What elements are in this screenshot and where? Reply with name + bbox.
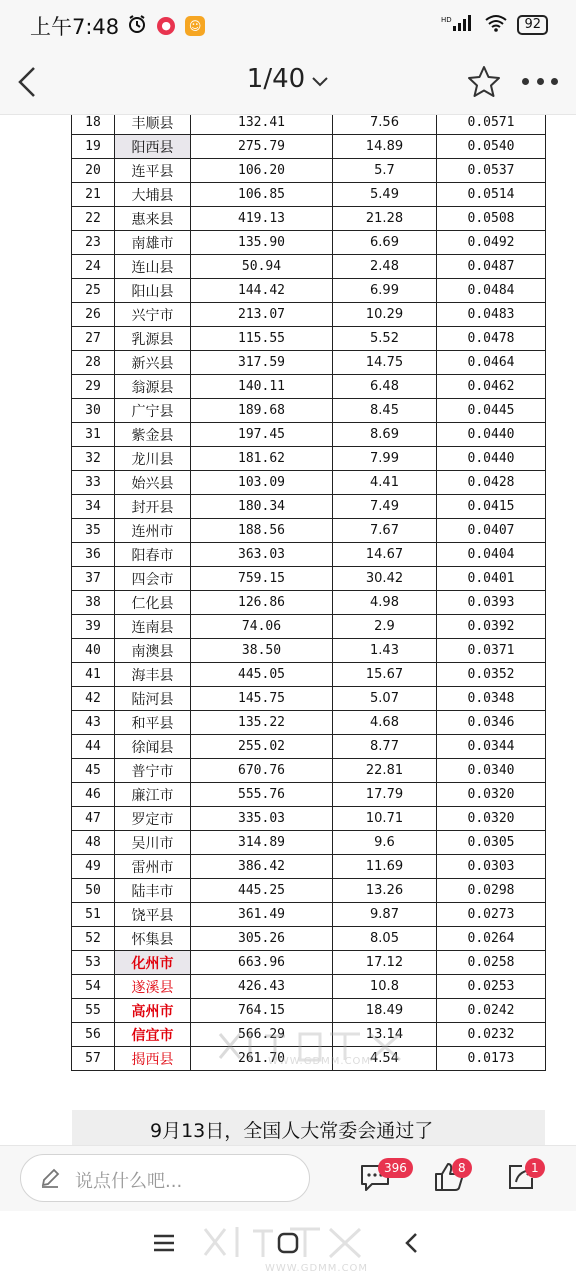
rank-cell: 43: [72, 711, 115, 735]
table-row: [72, 807, 546, 831]
value2-cell: 7.67: [333, 519, 437, 543]
value3-cell: 0.0478: [437, 327, 546, 351]
status-time: 上午7:48: [30, 15, 120, 39]
table-row: [72, 135, 546, 159]
watermark-logo: [210, 1026, 420, 1070]
rank-cell: 37: [72, 567, 115, 591]
value1-cell: 419.13: [191, 207, 333, 231]
name-cell: 怀集县: [115, 927, 191, 951]
name-cell: 惠来县: [115, 207, 191, 231]
table-row: [72, 711, 546, 735]
value1-cell: 106.85: [191, 183, 333, 207]
value3-cell: 0.0232: [437, 1023, 546, 1047]
value1-cell: 363.03: [191, 543, 333, 567]
more-dot: [551, 78, 558, 85]
table-row: [72, 735, 546, 759]
star-icon: [466, 64, 502, 100]
table-row: [72, 159, 546, 183]
rank-cell: 25: [72, 279, 115, 303]
value2-cell: 6.69: [333, 231, 437, 255]
value2-cell: 5.49: [333, 183, 437, 207]
table-row: [72, 279, 546, 303]
rank-cell: 29: [72, 375, 115, 399]
value3-cell: 0.0445: [437, 399, 546, 423]
value1-cell: 255.02: [191, 735, 333, 759]
name-cell: 封开县: [115, 495, 191, 519]
page-number: 1/40: [246, 64, 306, 94]
table-row: [72, 471, 546, 495]
value1-cell: 261.70: [191, 1047, 333, 1071]
rank-cell: 36: [72, 543, 115, 567]
app-notification-icon: ●: [157, 17, 175, 35]
rank-cell: 31: [72, 423, 115, 447]
value3-cell: 0.0483: [437, 303, 546, 327]
value2-cell: 4.41: [333, 471, 437, 495]
table-row: [72, 543, 546, 567]
value2-cell: 9.6: [333, 831, 437, 855]
rank-cell: 49: [72, 855, 115, 879]
rank-cell: 50: [72, 879, 115, 903]
value2-cell: 5.07: [333, 687, 437, 711]
name-cell: 吴川市: [115, 831, 191, 855]
rank-cell: 53: [72, 951, 115, 975]
table-row: [72, 759, 546, 783]
table-row: [72, 567, 546, 591]
table-row: [72, 663, 546, 687]
value1-cell: 305.26: [191, 927, 333, 951]
name-cell: 阳春市: [115, 543, 191, 567]
value1-cell: 74.06: [191, 615, 333, 639]
system-nav-bar: [0, 1211, 576, 1280]
table-row: [72, 783, 546, 807]
svg-text:HD: HD: [441, 16, 453, 24]
name-cell: 和平县: [115, 711, 191, 735]
name-cell: 新兴县: [115, 351, 191, 375]
value1-cell: 189.68: [191, 399, 333, 423]
name-cell: 广宁县: [115, 399, 191, 423]
value2-cell: 7.56: [333, 115, 437, 135]
table-row: [72, 423, 546, 447]
menu-icon: [152, 1231, 176, 1255]
name-cell: 揭西县: [115, 1047, 191, 1071]
value3-cell: 0.0173: [437, 1047, 546, 1071]
article-preview: [72, 1110, 545, 1150]
value2-cell: 10.29: [333, 303, 437, 327]
value2-cell: 4.68: [333, 711, 437, 735]
rank-cell: 47: [72, 807, 115, 831]
table-row: [72, 975, 546, 999]
value2-cell: 7.99: [333, 447, 437, 471]
rank-cell: 42: [72, 687, 115, 711]
value1-cell: 317.59: [191, 351, 333, 375]
value2-cell: 15.67: [333, 663, 437, 687]
like-count-badge: 8: [452, 1158, 472, 1178]
value2-cell: 4.98: [333, 591, 437, 615]
value1-cell: 140.11: [191, 375, 333, 399]
value1-cell: 555.76: [191, 783, 333, 807]
name-cell: 高州市: [115, 999, 191, 1023]
comment-count-badge: 396: [378, 1158, 413, 1178]
value2-cell: 8.45: [333, 399, 437, 423]
table-row: [72, 927, 546, 951]
rank-cell: 56: [72, 1023, 115, 1047]
data-table: [71, 115, 546, 1071]
rank-cell: 23: [72, 231, 115, 255]
value2-cell: 8.05: [333, 927, 437, 951]
value2-cell: 11.69: [333, 855, 437, 879]
rank-cell: 54: [72, 975, 115, 999]
name-cell: 普宁市: [115, 759, 191, 783]
value2-cell: 2.9: [333, 615, 437, 639]
value2-cell: 17.79: [333, 783, 437, 807]
value1-cell: 566.29: [191, 1023, 333, 1047]
chevron-down-icon: [311, 65, 329, 95]
rank-cell: 24: [72, 255, 115, 279]
rank-cell: 27: [72, 327, 115, 351]
value2-cell: 6.99: [333, 279, 437, 303]
status-bar: [0, 0, 576, 52]
name-cell: 南雄市: [115, 231, 191, 255]
value3-cell: 0.0298: [437, 879, 546, 903]
name-cell: 信宜市: [115, 1023, 191, 1047]
value2-cell: 14.67: [333, 543, 437, 567]
value1-cell: 213.07: [191, 303, 333, 327]
wifi-icon: [485, 14, 507, 36]
rank-cell: 52: [72, 927, 115, 951]
rank-cell: 39: [72, 615, 115, 639]
more-dot: [537, 78, 544, 85]
rank-cell: 57: [72, 1047, 115, 1071]
name-cell: 化州市: [115, 951, 191, 975]
value3-cell: 0.0440: [437, 423, 546, 447]
app-notification-icon-2: ☺: [185, 16, 205, 36]
value1-cell: 135.22: [191, 711, 333, 735]
name-cell: 阳山县: [115, 279, 191, 303]
value1-cell: 445.05: [191, 663, 333, 687]
name-cell: 始兴县: [115, 471, 191, 495]
back-nav-button[interactable]: [400, 1231, 424, 1259]
document-viewer[interactable]: [0, 115, 576, 1145]
table-row: [72, 207, 546, 231]
value3-cell: 0.0273: [437, 903, 546, 927]
name-cell: 丰顺县: [115, 115, 191, 135]
value3-cell: 0.0371: [437, 639, 546, 663]
value3-cell: 0.0571: [437, 115, 546, 135]
rank-cell: 30: [72, 399, 115, 423]
name-cell: 兴宁市: [115, 303, 191, 327]
value3-cell: 0.0392: [437, 615, 546, 639]
name-cell: 陆丰市: [115, 879, 191, 903]
document-toolbar: [0, 52, 576, 115]
value3-cell: 0.0462: [437, 375, 546, 399]
battery-indicator: 92: [517, 15, 548, 35]
name-cell: 廉江市: [115, 783, 191, 807]
more-dot: [522, 78, 529, 85]
name-cell: 陆河县: [115, 687, 191, 711]
value3-cell: 0.0508: [437, 207, 546, 231]
table-row: [72, 447, 546, 471]
rank-cell: 33: [72, 471, 115, 495]
table-row: [72, 951, 546, 975]
name-cell: 连山县: [115, 255, 191, 279]
favorite-button[interactable]: [466, 64, 502, 100]
value1-cell: 181.62: [191, 447, 333, 471]
value3-cell: 0.0492: [437, 231, 546, 255]
comment-placeholder: 说点什么吧...: [75, 1171, 183, 1192]
value1-cell: 426.43: [191, 975, 333, 999]
name-cell: 翁源县: [115, 375, 191, 399]
name-cell: 连平县: [115, 159, 191, 183]
value3-cell: 0.0464: [437, 351, 546, 375]
value2-cell: 13.26: [333, 879, 437, 903]
value1-cell: 759.15: [191, 567, 333, 591]
value3-cell: 0.0407: [437, 519, 546, 543]
table-row: [72, 495, 546, 519]
rank-cell: 48: [72, 831, 115, 855]
menu-button[interactable]: [152, 1231, 176, 1259]
value1-cell: 106.20: [191, 159, 333, 183]
table-row: [72, 327, 546, 351]
value1-cell: 335.03: [191, 807, 333, 831]
table-row: [72, 351, 546, 375]
table-row: [72, 879, 546, 903]
name-cell: 仁化县: [115, 591, 191, 615]
value3-cell: 0.0540: [437, 135, 546, 159]
value1-cell: 188.56: [191, 519, 333, 543]
rank-cell: 22: [72, 207, 115, 231]
value3-cell: 0.0537: [437, 159, 546, 183]
rank-cell: 18: [72, 115, 115, 135]
value1-cell: 386.42: [191, 855, 333, 879]
table-row: [72, 831, 546, 855]
value2-cell: 22.81: [333, 759, 437, 783]
rank-cell: 51: [72, 903, 115, 927]
more-options-button[interactable]: [522, 78, 558, 88]
value2-cell: 14.75: [333, 351, 437, 375]
value2-cell: 6.48: [333, 375, 437, 399]
rank-cell: 46: [72, 783, 115, 807]
home-button[interactable]: [276, 1231, 300, 1259]
value3-cell: 0.0415: [437, 495, 546, 519]
name-cell: 阳西县: [115, 135, 191, 159]
name-cell: 大埔县: [115, 183, 191, 207]
table-row: [72, 231, 546, 255]
value2-cell: 21.28: [333, 207, 437, 231]
watermark-text-nav: WWW.GDMM.COM: [265, 1263, 369, 1274]
value3-cell: 0.0352: [437, 663, 546, 687]
value2-cell: 9.87: [333, 903, 437, 927]
value1-cell: 275.79: [191, 135, 333, 159]
table-row: [72, 903, 546, 927]
value3-cell: 0.0404: [437, 543, 546, 567]
name-cell: 雷州市: [115, 855, 191, 879]
name-cell: 四会市: [115, 567, 191, 591]
table-row: [72, 399, 546, 423]
value1-cell: 663.96: [191, 951, 333, 975]
name-cell: 海丰县: [115, 663, 191, 687]
value2-cell: 17.12: [333, 951, 437, 975]
rank-cell: 28: [72, 351, 115, 375]
value1-cell: 180.34: [191, 495, 333, 519]
value2-cell: 30.42: [333, 567, 437, 591]
value3-cell: 0.0484: [437, 279, 546, 303]
value1-cell: 361.49: [191, 903, 333, 927]
table-row: [72, 303, 546, 327]
table-row: [72, 999, 546, 1023]
comment-bar: [0, 1145, 576, 1212]
name-cell: 徐闻县: [115, 735, 191, 759]
value2-cell: 8.77: [333, 735, 437, 759]
table-row: [72, 255, 546, 279]
value3-cell: 0.0346: [437, 711, 546, 735]
rank-cell: 35: [72, 519, 115, 543]
table-row: [72, 519, 546, 543]
value1-cell: 115.55: [191, 327, 333, 351]
value3-cell: 0.0428: [437, 471, 546, 495]
value2-cell: 8.69: [333, 423, 437, 447]
alarm-clock-icon: [127, 14, 147, 39]
value1-cell: 314.89: [191, 831, 333, 855]
name-cell: 紫金县: [115, 423, 191, 447]
table-row: [72, 183, 546, 207]
rank-cell: 44: [72, 735, 115, 759]
rank-cell: 45: [72, 759, 115, 783]
value3-cell: 0.0305: [437, 831, 546, 855]
value2-cell: 5.7: [333, 159, 437, 183]
name-cell: 南澳县: [115, 639, 191, 663]
name-cell: 连州市: [115, 519, 191, 543]
value1-cell: 135.90: [191, 231, 333, 255]
table-row: [72, 375, 546, 399]
value1-cell: 103.09: [191, 471, 333, 495]
value2-cell: 18.49: [333, 999, 437, 1023]
value3-cell: 0.0242: [437, 999, 546, 1023]
comment-input[interactable]: [20, 1154, 310, 1202]
value3-cell: 0.0348: [437, 687, 546, 711]
value3-cell: 0.0303: [437, 855, 546, 879]
value3-cell: 0.0320: [437, 783, 546, 807]
value2-cell: 14.89: [333, 135, 437, 159]
value2-cell: 2.48: [333, 255, 437, 279]
back-chevron-icon: [400, 1231, 424, 1255]
value2-cell: 10.8: [333, 975, 437, 999]
name-cell: 连南县: [115, 615, 191, 639]
rank-cell: 41: [72, 663, 115, 687]
value2-cell: 13.14: [333, 1023, 437, 1047]
value2-cell: 7.49: [333, 495, 437, 519]
rank-cell: 32: [72, 447, 115, 471]
value1-cell: 445.25: [191, 879, 333, 903]
name-cell: 饶平县: [115, 903, 191, 927]
value1-cell: 145.75: [191, 687, 333, 711]
value1-cell: 50.94: [191, 255, 333, 279]
name-cell: 遂溪县: [115, 975, 191, 999]
value3-cell: 0.0264: [437, 927, 546, 951]
value1-cell: 126.86: [191, 591, 333, 615]
value3-cell: 0.0344: [437, 735, 546, 759]
share-count-badge: 1: [525, 1158, 545, 1178]
value3-cell: 0.0340: [437, 759, 546, 783]
value2-cell: 4.54: [333, 1047, 437, 1071]
value3-cell: 0.0393: [437, 591, 546, 615]
value2-cell: 10.71: [333, 807, 437, 831]
signal-icon: [441, 14, 475, 36]
table-row: [72, 639, 546, 663]
value3-cell: 0.0258: [437, 951, 546, 975]
rank-cell: 55: [72, 999, 115, 1023]
table-row: [72, 687, 546, 711]
rank-cell: 38: [72, 591, 115, 615]
value3-cell: 0.0320: [437, 807, 546, 831]
name-cell: 乳源县: [115, 327, 191, 351]
table-row: [72, 615, 546, 639]
watermark-text: WWW.GDMM.COM: [268, 1056, 372, 1067]
value1-cell: 197.45: [191, 423, 333, 447]
value1-cell: 144.42: [191, 279, 333, 303]
value3-cell: 0.0514: [437, 183, 546, 207]
rank-cell: 40: [72, 639, 115, 663]
name-cell: 罗定市: [115, 807, 191, 831]
value1-cell: 38.50: [191, 639, 333, 663]
pencil-icon: [39, 1167, 61, 1193]
value1-cell: 764.15: [191, 999, 333, 1023]
rank-cell: 21: [72, 183, 115, 207]
rank-cell: 19: [72, 135, 115, 159]
rank-cell: 26: [72, 303, 115, 327]
table-row: [72, 115, 546, 135]
value2-cell: 1.43: [333, 639, 437, 663]
value3-cell: 0.0401: [437, 567, 546, 591]
rank-cell: 20: [72, 159, 115, 183]
value3-cell: 0.0253: [437, 975, 546, 999]
rank-cell: 34: [72, 495, 115, 519]
value3-cell: 0.0440: [437, 447, 546, 471]
name-cell: 龙川县: [115, 447, 191, 471]
table-row: [72, 855, 546, 879]
table-row: [72, 591, 546, 615]
article-first-line: 9月13日，全国人大常委会通过了: [150, 1120, 434, 1142]
value3-cell: 0.0487: [437, 255, 546, 279]
value1-cell: 670.76: [191, 759, 333, 783]
home-square-icon: [276, 1231, 300, 1255]
value2-cell: 5.52: [333, 327, 437, 351]
value1-cell: 132.41: [191, 115, 333, 135]
